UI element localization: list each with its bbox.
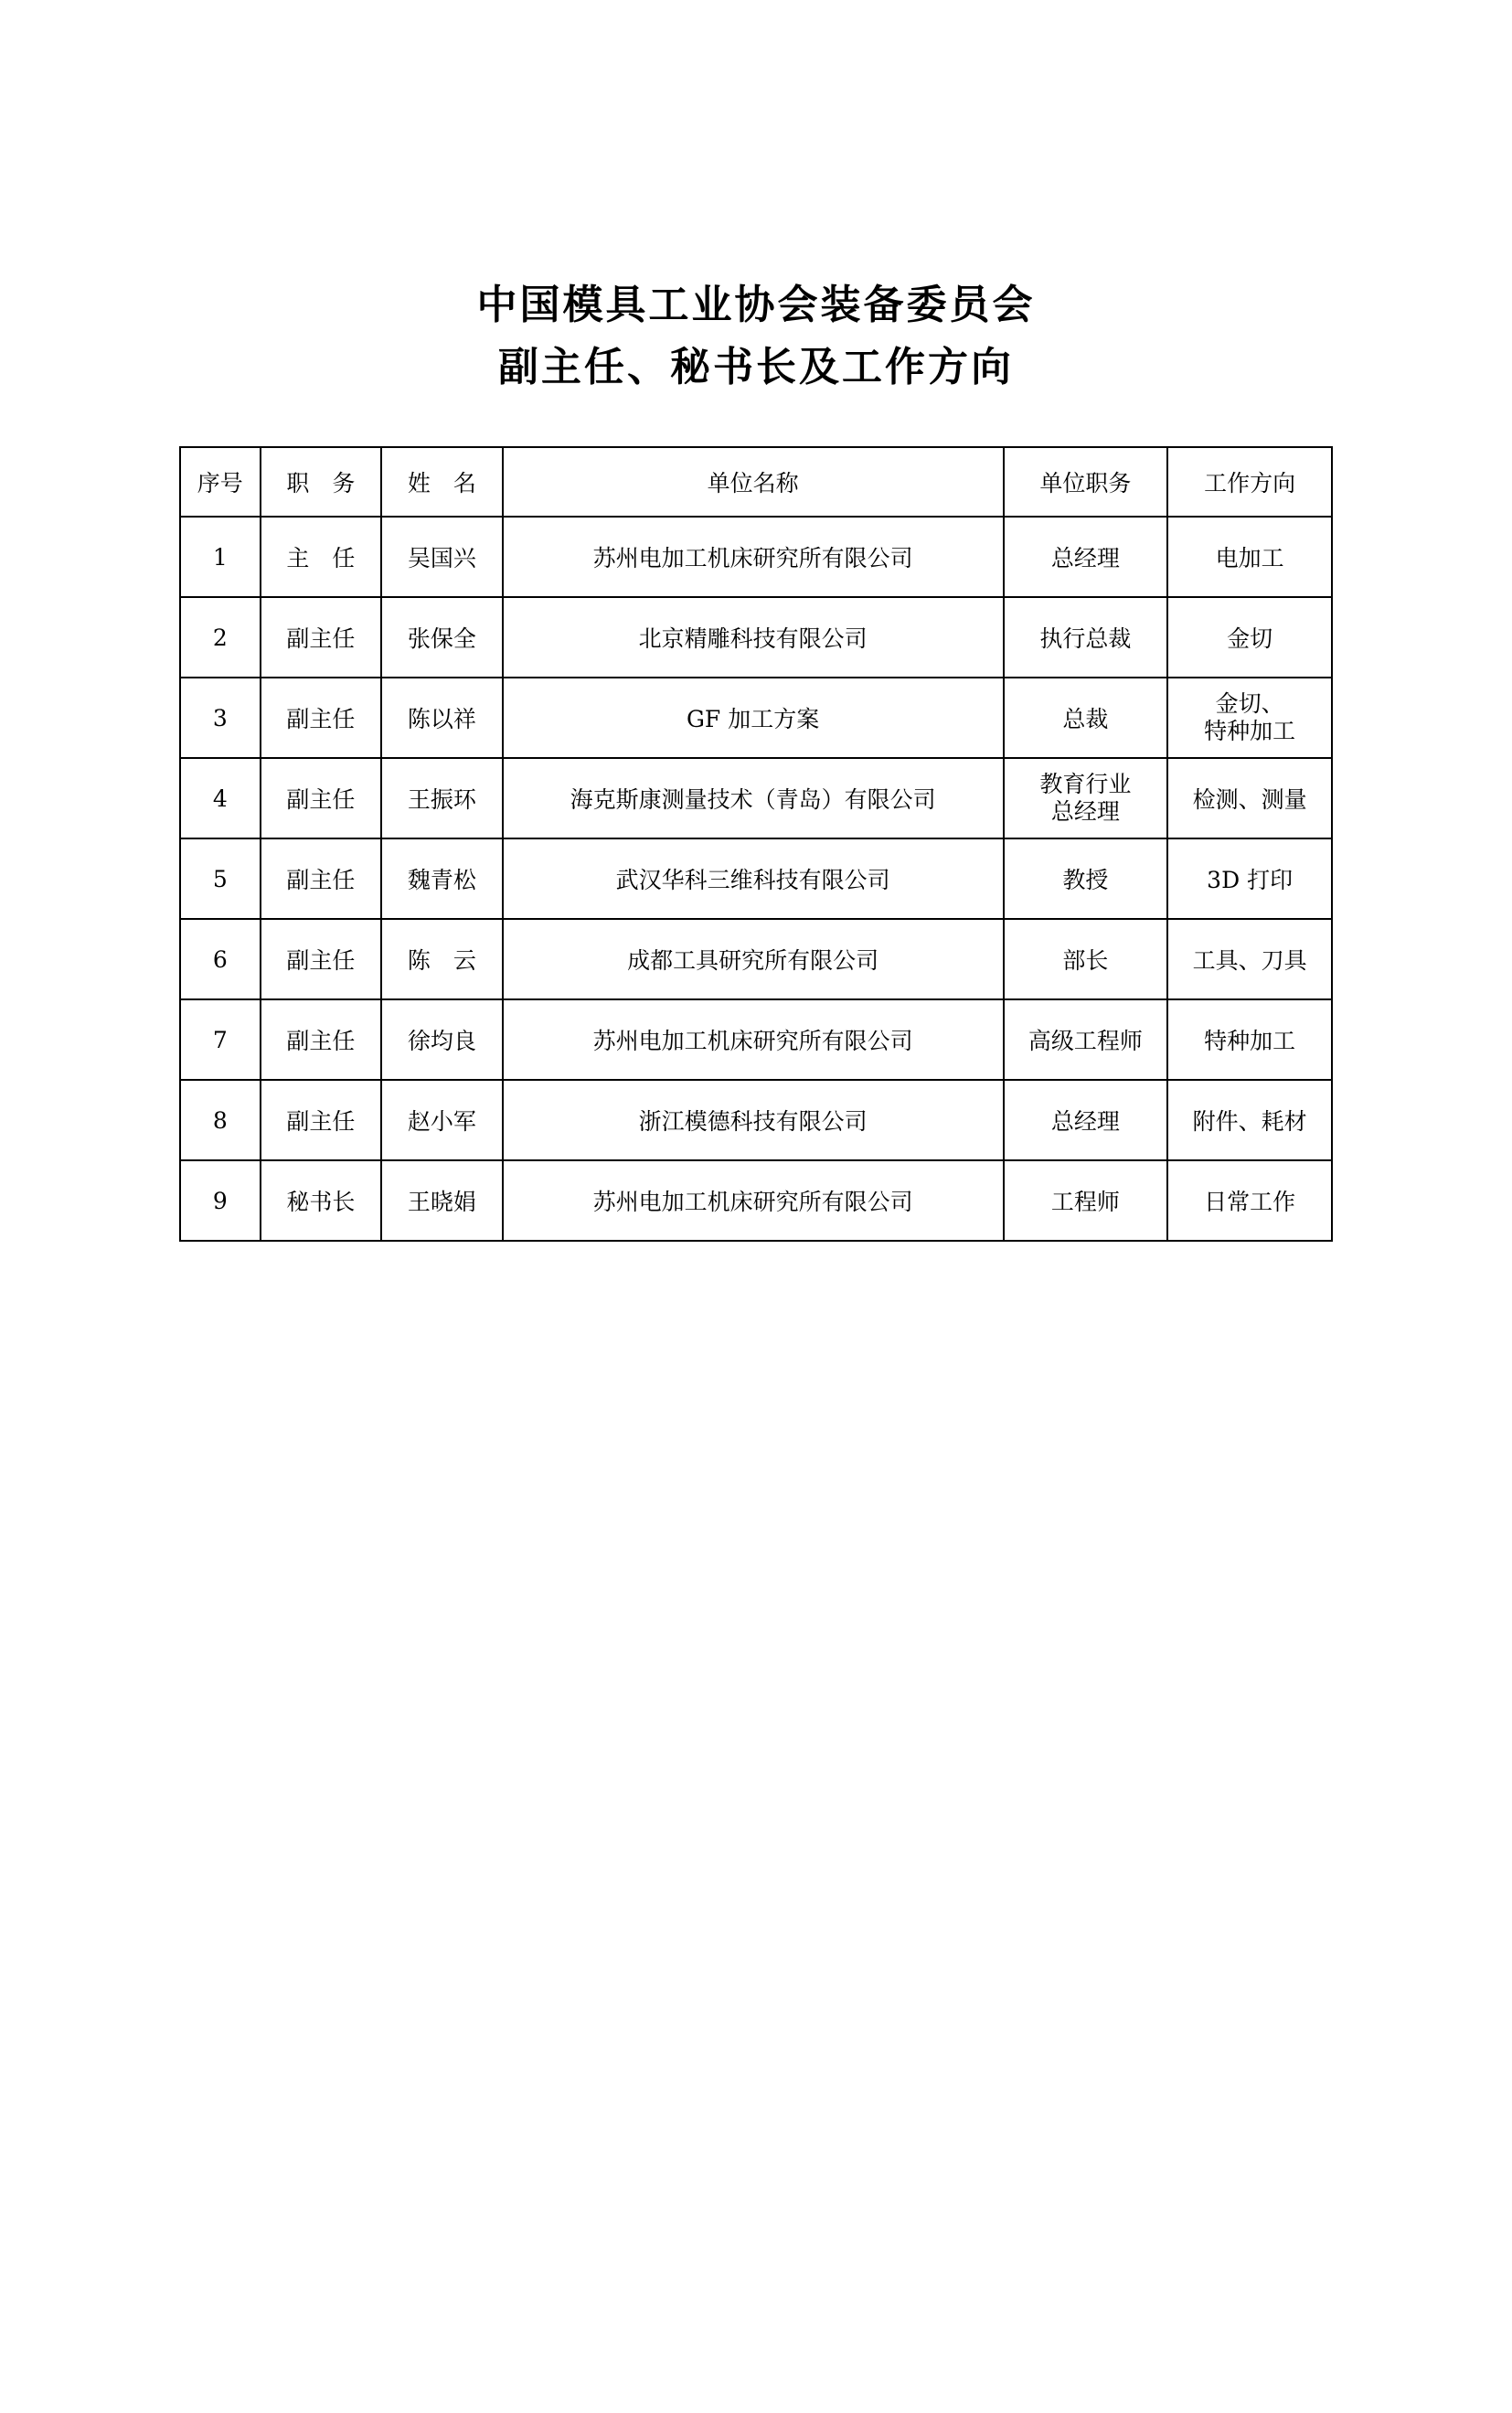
cell-index: 4 <box>180 758 261 838</box>
document-page <box>0 274 1512 2413</box>
cell-name: 张保全 <box>381 597 503 678</box>
cell-post: 总经理 <box>1004 517 1168 597</box>
cell-role: 副主任 <box>261 758 382 838</box>
table-body <box>180 517 1332 1241</box>
cell-index: 2 <box>180 597 261 678</box>
cell-index: 1 <box>180 517 261 597</box>
cell-role: 副主任 <box>261 838 382 919</box>
cell-post: 总经理 <box>1004 1080 1168 1160</box>
header-cell-direction: 工作方向 <box>1167 447 1332 517</box>
cell-unit: 浙江模德科技有限公司 <box>503 1080 1004 1160</box>
cell-direction: 金切 <box>1167 597 1332 678</box>
table-row <box>180 758 1332 838</box>
cell-direction: 特种加工 <box>1167 999 1332 1080</box>
table-row <box>180 919 1332 999</box>
cell-index: 9 <box>180 1160 261 1241</box>
cell-role: 副主任 <box>261 678 382 758</box>
cell-name: 吴国兴 <box>381 517 503 597</box>
cell-direction: 日常工作 <box>1167 1160 1332 1241</box>
cell-name: 陈以祥 <box>381 678 503 758</box>
cell-unit: 海克斯康测量技术（青岛）有限公司 <box>503 758 1004 838</box>
table-row <box>180 597 1332 678</box>
cell-name: 陈 云 <box>381 919 503 999</box>
table-header-row <box>180 447 1332 517</box>
cell-post: 总裁 <box>1004 678 1168 758</box>
cell-unit: 苏州电加工机床研究所有限公司 <box>503 517 1004 597</box>
cell-name: 魏青松 <box>381 838 503 919</box>
table-row <box>180 1160 1332 1241</box>
cell-direction: 电加工 <box>1167 517 1332 597</box>
cell-unit: 北京精雕科技有限公司 <box>503 597 1004 678</box>
cell-direction: 金切、 特种加工 <box>1167 678 1332 758</box>
header-cell-index: 序号 <box>180 447 261 517</box>
page-title <box>0 274 1512 399</box>
roster-table-wrapper <box>179 446 1333 1242</box>
cell-post: 工程师 <box>1004 1160 1168 1241</box>
table-row <box>180 517 1332 597</box>
cell-direction: 检测、测量 <box>1167 758 1332 838</box>
cell-unit: 苏州电加工机床研究所有限公司 <box>503 1160 1004 1241</box>
cell-index: 6 <box>180 919 261 999</box>
title-line-1: 中国模具工业协会装备委员会 <box>476 282 1036 328</box>
cell-unit: 成都工具研究所有限公司 <box>503 919 1004 999</box>
cell-role: 秘书长 <box>261 1160 382 1241</box>
cell-unit: GF 加工方案 <box>503 678 1004 758</box>
cell-index: 8 <box>180 1080 261 1160</box>
roster-table <box>179 446 1333 1242</box>
header-cell-name: 姓 名 <box>381 447 503 517</box>
cell-unit: 武汉华科三维科技有限公司 <box>503 838 1004 919</box>
cell-role: 主 任 <box>261 517 382 597</box>
cell-name: 王振环 <box>381 758 503 838</box>
cell-direction: 3D 打印 <box>1167 838 1332 919</box>
table-row <box>180 999 1332 1080</box>
cell-name: 王晓娟 <box>381 1160 503 1241</box>
cell-role: 副主任 <box>261 919 382 999</box>
table-row <box>180 678 1332 758</box>
cell-post: 高级工程师 <box>1004 999 1168 1080</box>
cell-post: 部长 <box>1004 919 1168 999</box>
cell-name: 徐均良 <box>381 999 503 1080</box>
header-cell-role: 职 务 <box>261 447 382 517</box>
cell-role: 副主任 <box>261 597 382 678</box>
table-header <box>180 447 1332 517</box>
cell-role: 副主任 <box>261 999 382 1080</box>
cell-direction: 附件、耗材 <box>1167 1080 1332 1160</box>
cell-index: 5 <box>180 838 261 919</box>
cell-unit: 苏州电加工机床研究所有限公司 <box>503 999 1004 1080</box>
cell-index: 3 <box>180 678 261 758</box>
header-cell-unit: 单位名称 <box>503 447 1004 517</box>
header-cell-post: 单位职务 <box>1004 447 1168 517</box>
cell-post: 教授 <box>1004 838 1168 919</box>
cell-index: 7 <box>180 999 261 1080</box>
cell-role: 副主任 <box>261 1080 382 1160</box>
cell-post: 教育行业 总经理 <box>1004 758 1168 838</box>
cell-post: 执行总裁 <box>1004 597 1168 678</box>
table-row <box>180 838 1332 919</box>
table-row <box>180 1080 1332 1160</box>
cell-name: 赵小军 <box>381 1080 503 1160</box>
title-line-2: 副主任、秘书长及工作方向 <box>498 344 1014 391</box>
cell-direction: 工具、刀具 <box>1167 919 1332 999</box>
